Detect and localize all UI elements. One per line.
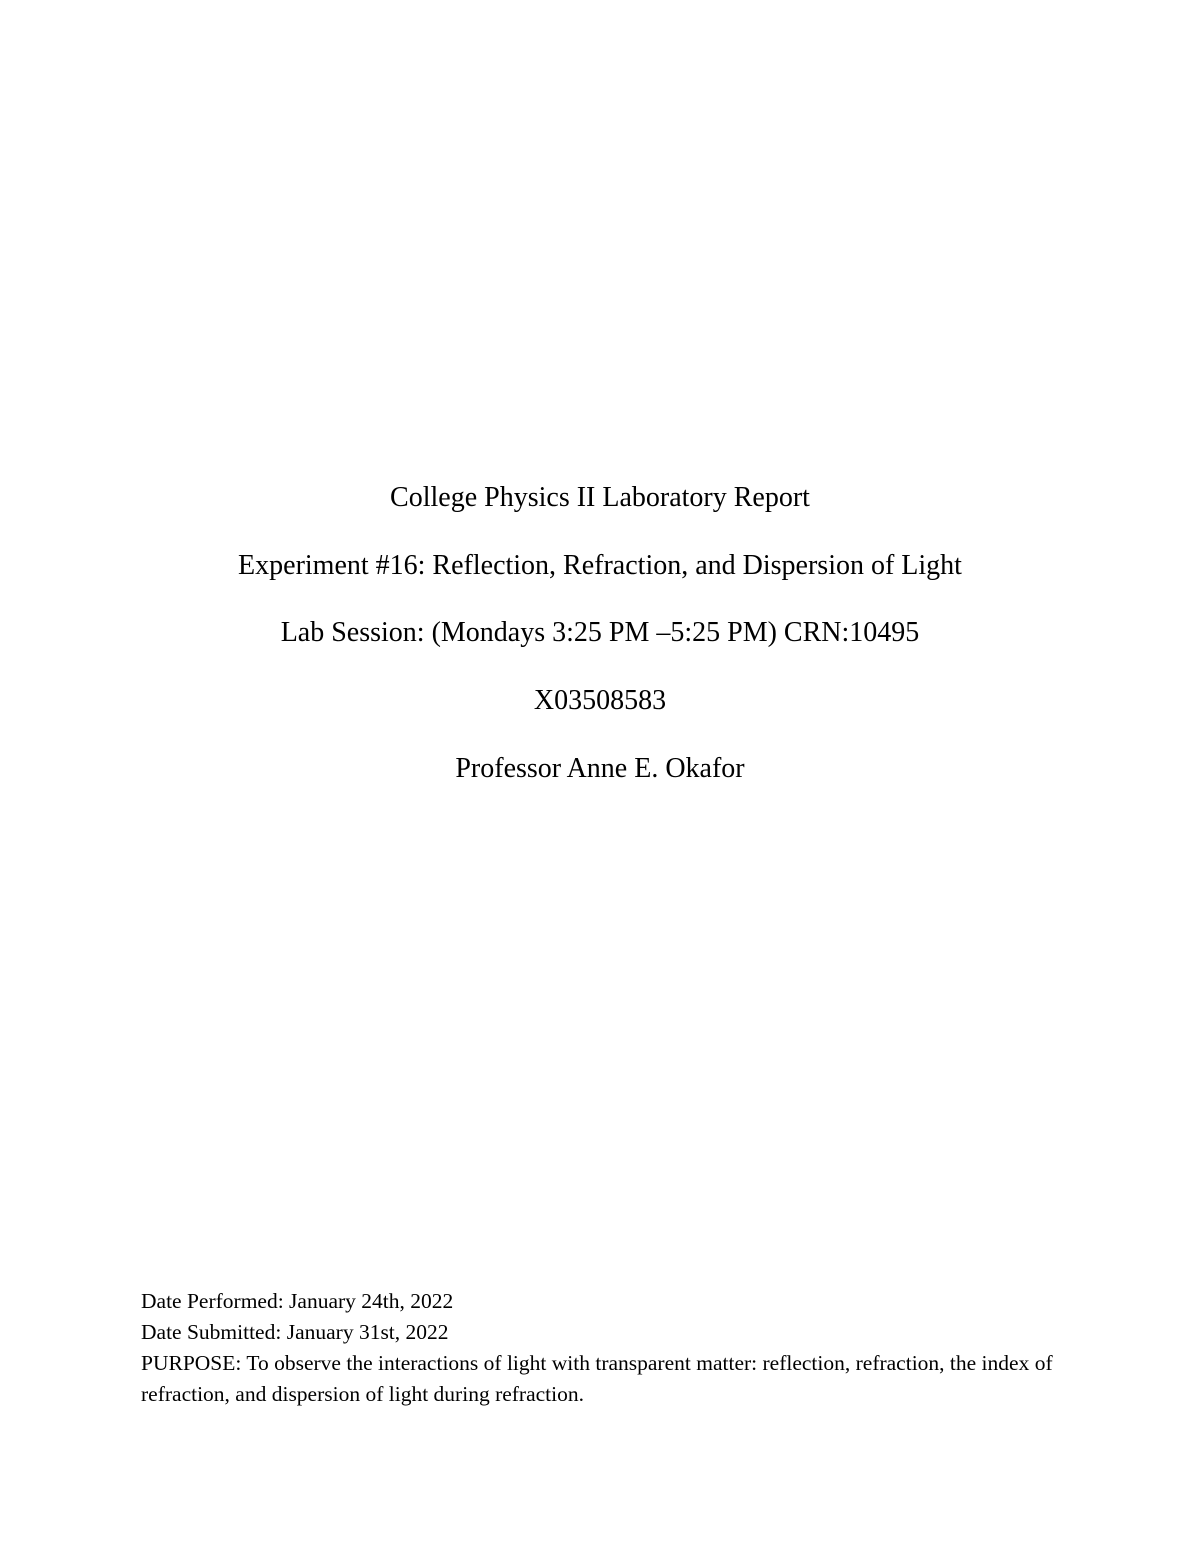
date-performed: Date Performed: January 24th, 2022 [141,1289,454,1313]
report-details [141,1286,1071,1410]
student-id: X03508583 [533,685,667,717]
lab-session: Lab Session: (Mondays 3:25 PM –5:25 PM) CRN:10495 [280,617,920,649]
professor-name: Professor Anne E. Okafor [455,752,745,784]
course-title: College Physics II Laboratory Report [390,482,810,513]
purpose-text: PURPOSE: To observe the interactions of light with transparent matter: reflection, refraction, the index of refraction, and dispersion of light during refraction. [141,1351,1053,1406]
date-submitted: Date Submitted: January 31st, 2022 [141,1320,449,1344]
title-block [0,478,1200,816]
experiment-title: Experiment #16: Reflection, Refraction, and Dispersion of Light [238,549,962,581]
